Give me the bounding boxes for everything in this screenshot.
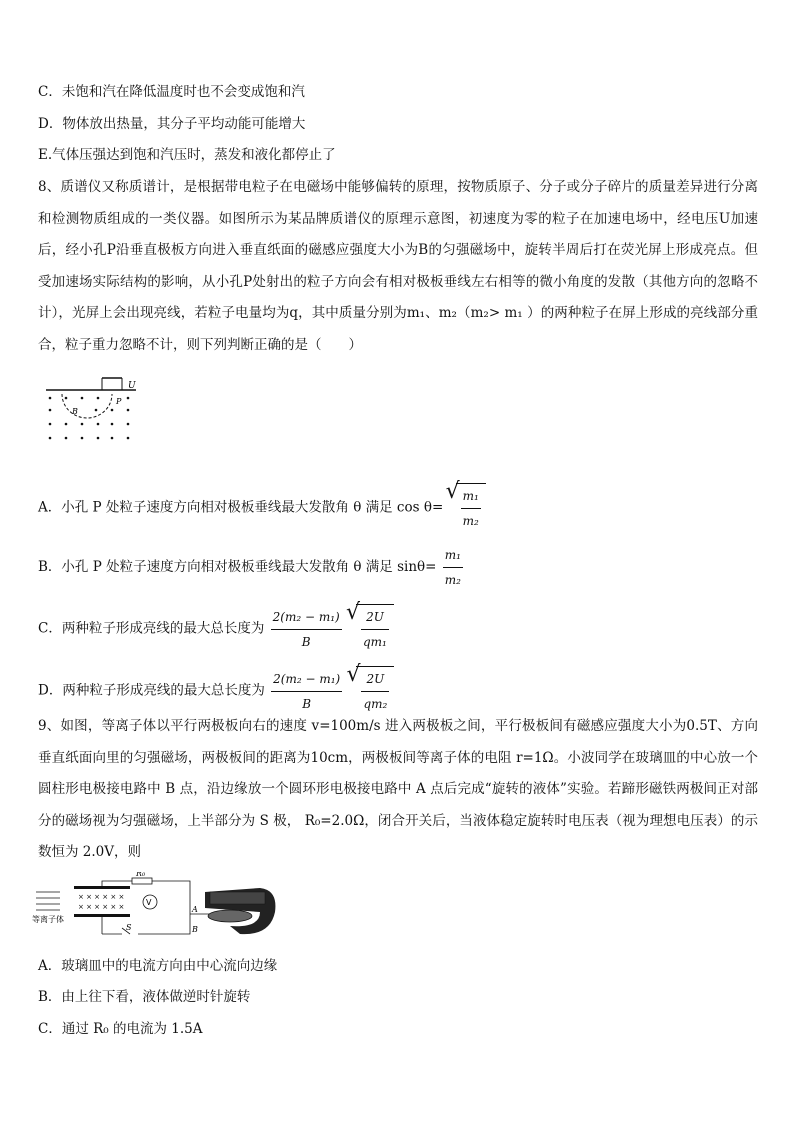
fig-label-plasma: 等离子体 — [32, 915, 64, 924]
frac-num: m₁ — [443, 543, 463, 568]
fig-label-u: U — [128, 381, 136, 391]
mass-spectrometer-figure — [44, 374, 144, 446]
question-9-text: 9、如图，等离子体以平行两极板向右的速度 v=100m/s 进入两极板之间，平行极板间有磁感应强度大小为0.5T、方向垂直纸面向里的匀强磁场，两极板间的距离为10cm，两极板间等离子体的电阻 r=1Ω。小波同学在玻璃皿的中心放一个圆柱形电极接电路中 B 点，沿边缘放一个圆环形电极接电路中 A 点后完成“旋转的液体”实验。若蹄形磁铁两极间正对部分的磁场视为匀强磁场，上半部分为 S 极， R₀=2.0Ω，闭合开关后，当液体稳定旋转时电压表（视为理想电压表）的示数恒为 2.0V，则 — [38, 718, 758, 860]
q8-option-a-text: A．小孔 P 处粒子速度方向相对极板垂线最大发散角 θ 满足 cos θ= — [38, 499, 444, 516]
fig-label-b: B — [192, 925, 198, 934]
option-d-prev: D．物体放出热量，其分子平均动能可能增大 — [38, 116, 306, 132]
frac-den: B — [301, 634, 311, 649]
rotating-liquid-figure — [30, 872, 280, 940]
frac-den: qm₁ — [363, 635, 387, 649]
fig-label-r0: R₀ — [136, 872, 146, 878]
q8-option-c-sqrt — [356, 604, 394, 654]
q9-option-a: A．玻璃皿中的电流方向由中心流向边缘 — [38, 958, 278, 974]
frac-num: √ 2U — [361, 605, 389, 630]
q8-option-a-formula — [456, 483, 486, 533]
svg-text:× × × × × ×: × × × × × × — [78, 893, 125, 901]
frac-den: qm₂ — [363, 697, 388, 711]
fig-label-v: V — [146, 898, 152, 907]
svg-text:× × × × × ×: × × × × × × — [78, 903, 125, 911]
q9-option-c: C．通过 R₀ 的电流为 1.5A — [38, 1021, 203, 1037]
q8-option-a — [38, 483, 486, 533]
option-c-prev: C．未饱和汽在降低温度时也不会变成饱和汽 — [38, 84, 305, 100]
frac-num: 2(m₂ − m₁) — [271, 667, 342, 692]
question-8-text: 8、质谱仪又称质谱计，是根据带电粒子在电磁场中能够偏转的原理，按物质原子、分子或分子碎片的质量差异进行分离和检测物质组成的一类仪器。如图所示为某品牌质谱仪的原理示意图，初速度为零的粒子在加速电场中，经电压U加速后，经小孔P沿垂直极板方向进入垂直纸面的磁感应强度大小为B的匀强磁场中，旋转半周后打在荧光屏上形成亮点。但受加速场实际结构的影响，从小孔P处射出的粒子方向会有相对极板垂线左右相等的微小角度的发散（其他方向的忽略不计），光屏上会出现亮线，若粒子电量均为q，其中质量分别为m₁、m₂（m₂> m₁ ）的两种粒子在屏上形成的亮线部分重合，粒子重力忽略不计，则下列判断正确的是（ ） — [38, 179, 758, 353]
q8-option-c-frac — [271, 605, 342, 654]
q8-option-d-frac — [271, 667, 342, 716]
q8-option-d — [38, 666, 394, 716]
frac-num: √ 2U — [361, 667, 389, 692]
q8-option-d-sqrt — [356, 666, 394, 716]
q8-option-b — [38, 543, 465, 592]
q9-option-b: B．由上往下看，液体做逆时针旋转 — [38, 989, 251, 1005]
fig-label-a: A — [192, 905, 198, 914]
frac-den: m₂ — [462, 514, 479, 528]
frac-num: 2(m₂ − m₁) — [271, 605, 342, 630]
frac-num: √ m₁ — [461, 484, 481, 509]
fig-label-b: B — [72, 407, 78, 416]
fig-label-p: P — [116, 397, 122, 406]
fig-label-s: S — [126, 923, 132, 932]
option-e-prev: E.气体压强达到饱和汽压时，蒸发和液化都停止了 — [38, 147, 336, 163]
frac-den: m₂ — [444, 573, 461, 587]
q8-option-c — [38, 604, 394, 654]
q8-option-d-text: D．两种粒子形成亮线的最大总长度为 — [38, 682, 265, 699]
q8-option-b-text: B．小孔 P 处粒子速度方向相对极板垂线最大发散角 θ 满足 sinθ= — [38, 559, 437, 575]
frac-den: B — [302, 696, 312, 711]
q8-option-b-formula — [443, 543, 463, 592]
q8-option-c-text: C．两种粒子形成亮线的最大总长度为 — [38, 620, 265, 637]
